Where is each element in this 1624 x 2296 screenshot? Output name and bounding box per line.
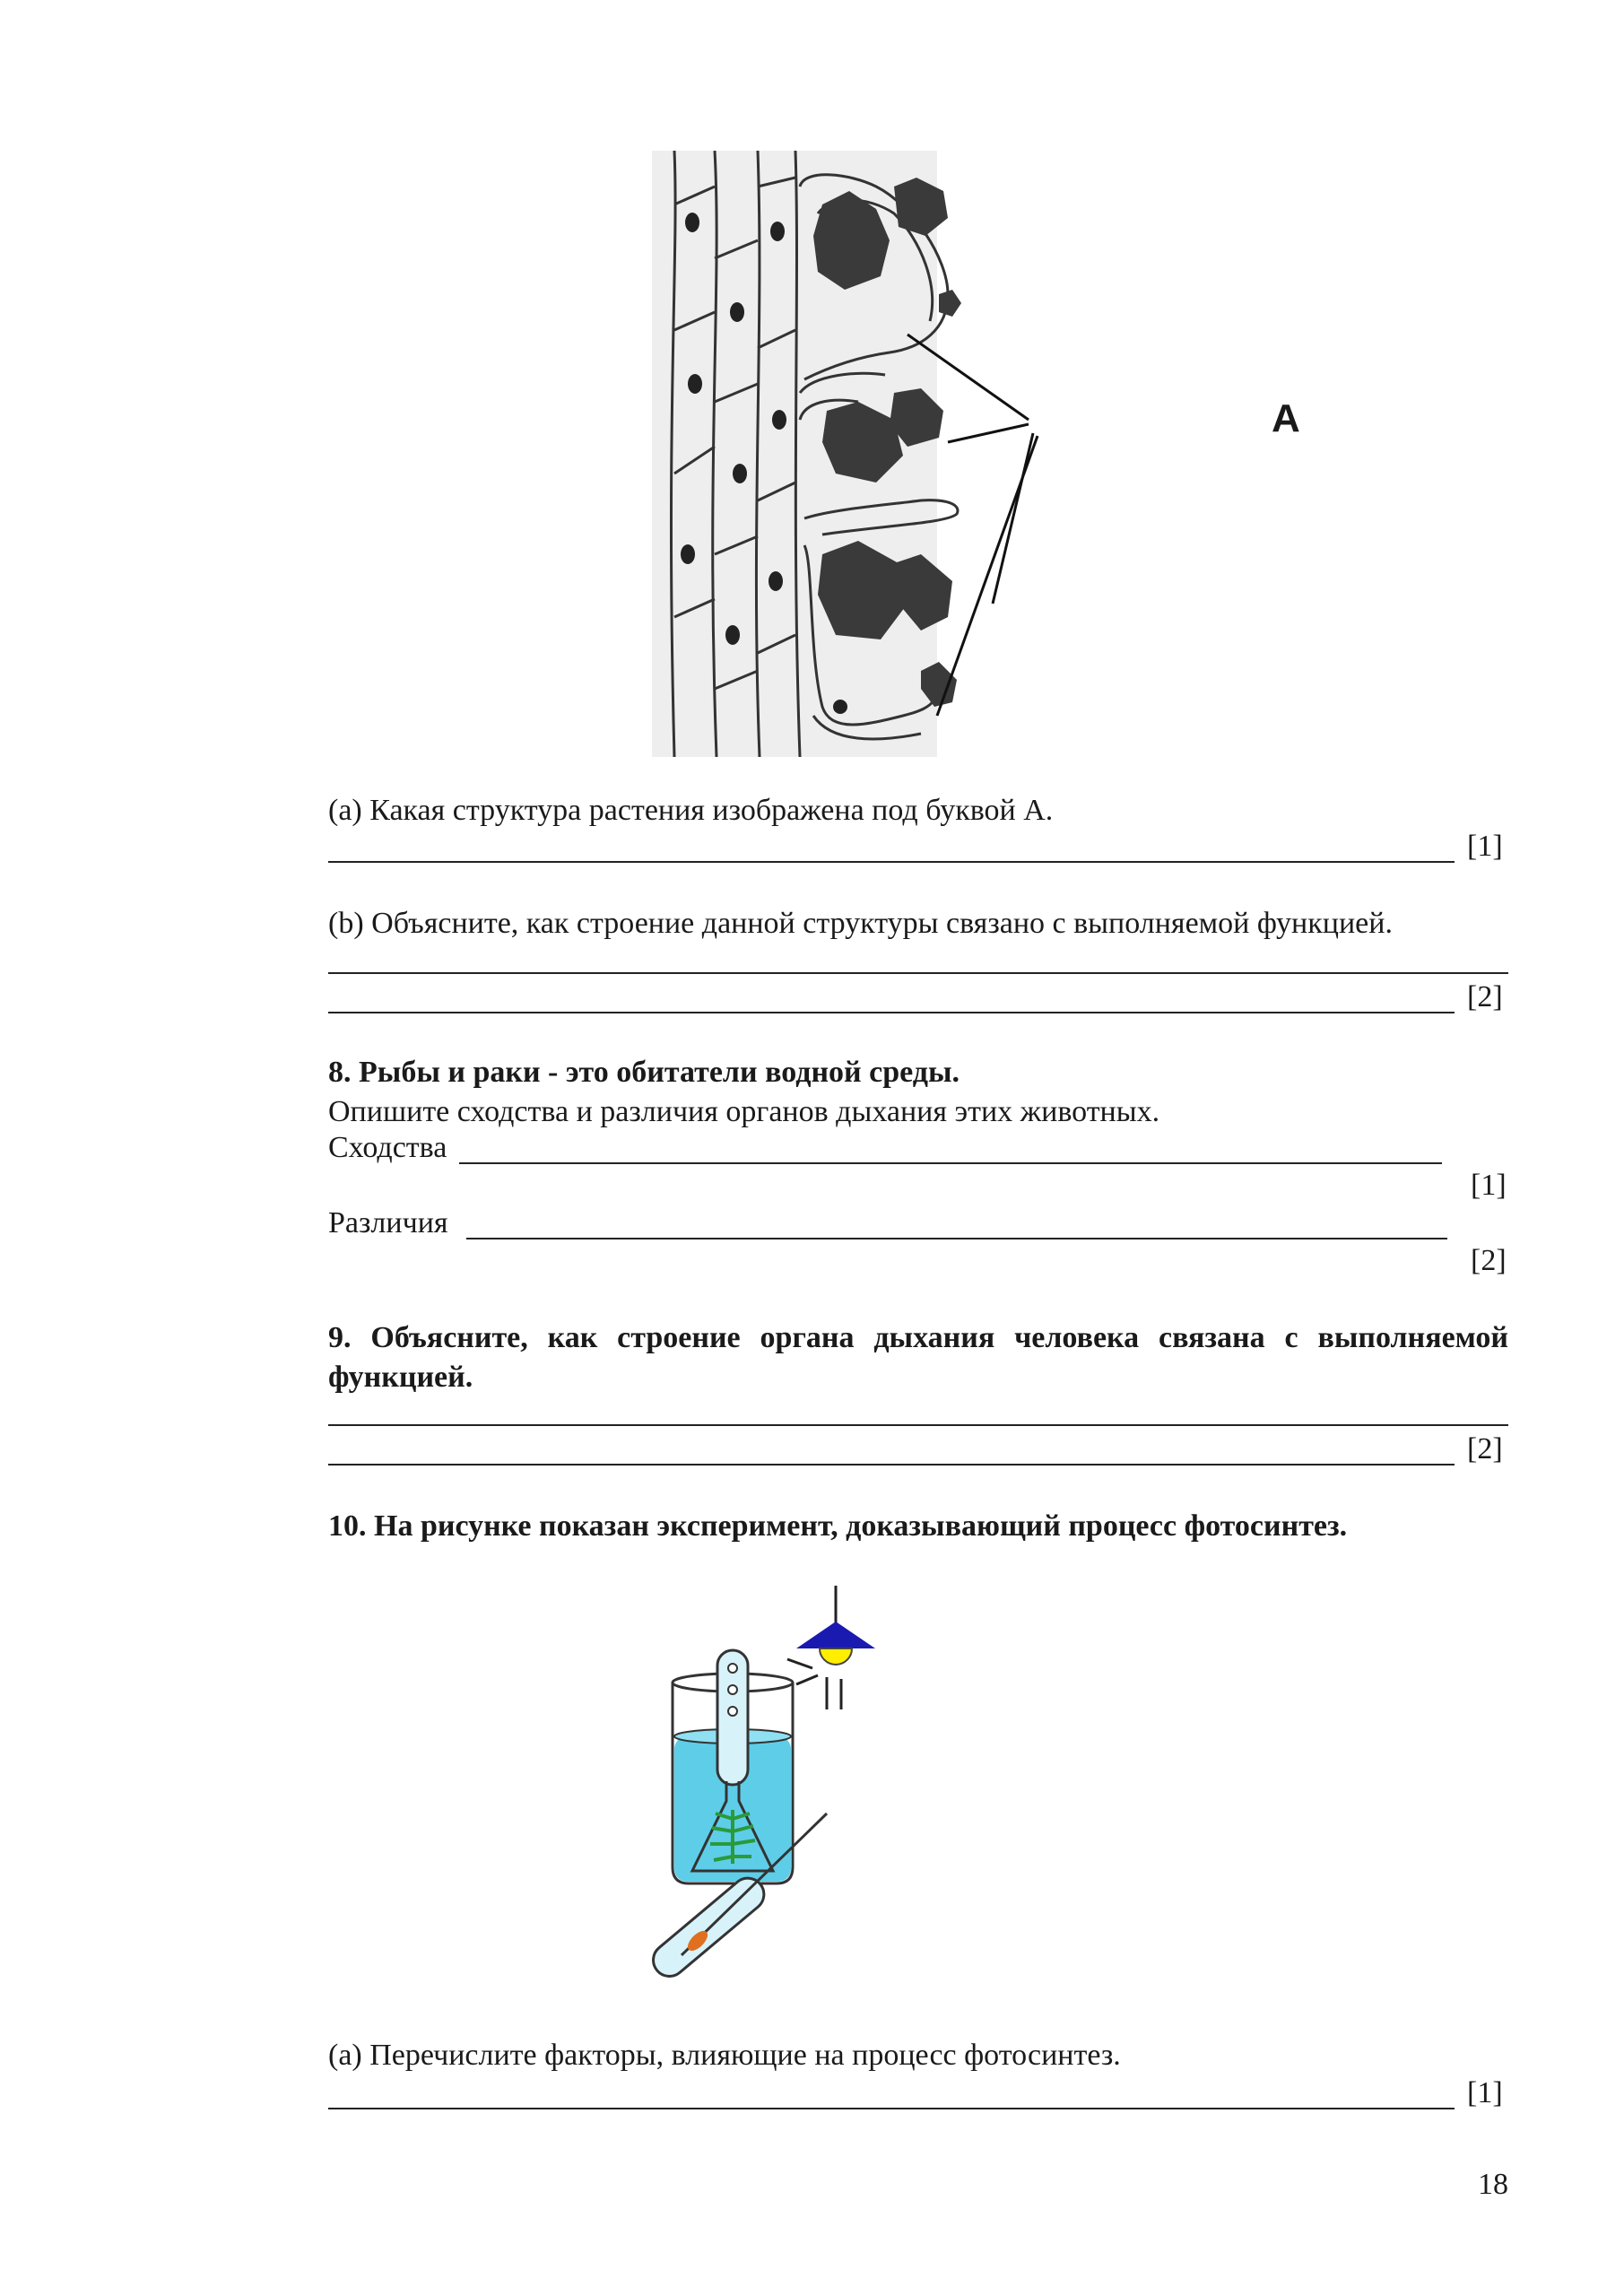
photosynthesis-experiment-figure — [628, 1578, 897, 2000]
root-hair-drawing — [652, 151, 1100, 757]
q8-diff-label: Различия — [328, 1206, 448, 1239]
root-hair-figure — [652, 151, 1100, 757]
answer-line-a[interactable] — [328, 861, 1455, 863]
experiment-drawing — [628, 1578, 897, 2000]
mark-b: [2] — [1467, 980, 1503, 1013]
mark-a: [1] — [1467, 830, 1503, 863]
page-number: 18 — [1478, 2168, 1508, 2201]
answer-line-10a[interactable] — [328, 2108, 1455, 2109]
mark-diff: [2] — [1471, 1244, 1507, 1277]
mark-9: [2] — [1467, 1432, 1503, 1465]
question-b-text: (b) Объясните, как строение данной структуры связано с выполняемой функцией. — [328, 907, 1393, 940]
q9-title-line1: 9. Объясните, как строение органа дыхания человека связана с выполняемой — [328, 1321, 1508, 1354]
answer-line-b2[interactable] — [328, 1012, 1455, 1013]
answer-line-b1[interactable] — [328, 972, 1508, 974]
answer-line-9a[interactable] — [328, 1424, 1508, 1426]
mark-10a: [1] — [1467, 2076, 1503, 2109]
q8-title: 8. Рыбы и раки - это обитатели водной среды. — [328, 1056, 960, 1089]
answer-line-similar[interactable] — [459, 1162, 1442, 1164]
question-a-text: (a) Какая структура растения изображена под буквой А. — [328, 794, 1054, 827]
q10a-text: (a) Перечислите факторы, влияющие на процесс фотосинтез. — [328, 2039, 1121, 2072]
q10-title: 10. На рисунке показан эксперимент, доказывающий процесс фотосинтез. — [328, 1509, 1348, 1543]
lamp-icon — [796, 1622, 875, 1648]
answer-line-9b[interactable] — [328, 1464, 1455, 1465]
q8-prompt: Опишите сходства и различия органов дыхания этих животных. — [328, 1095, 1160, 1128]
q9-title-line2: функцией. — [328, 1361, 473, 1394]
mark-similar: [1] — [1471, 1169, 1507, 1202]
q8-similar-label: Сходства — [328, 1131, 447, 1164]
label-a-text: A — [1272, 396, 1300, 440]
answer-line-diff[interactable] — [466, 1238, 1447, 1239]
